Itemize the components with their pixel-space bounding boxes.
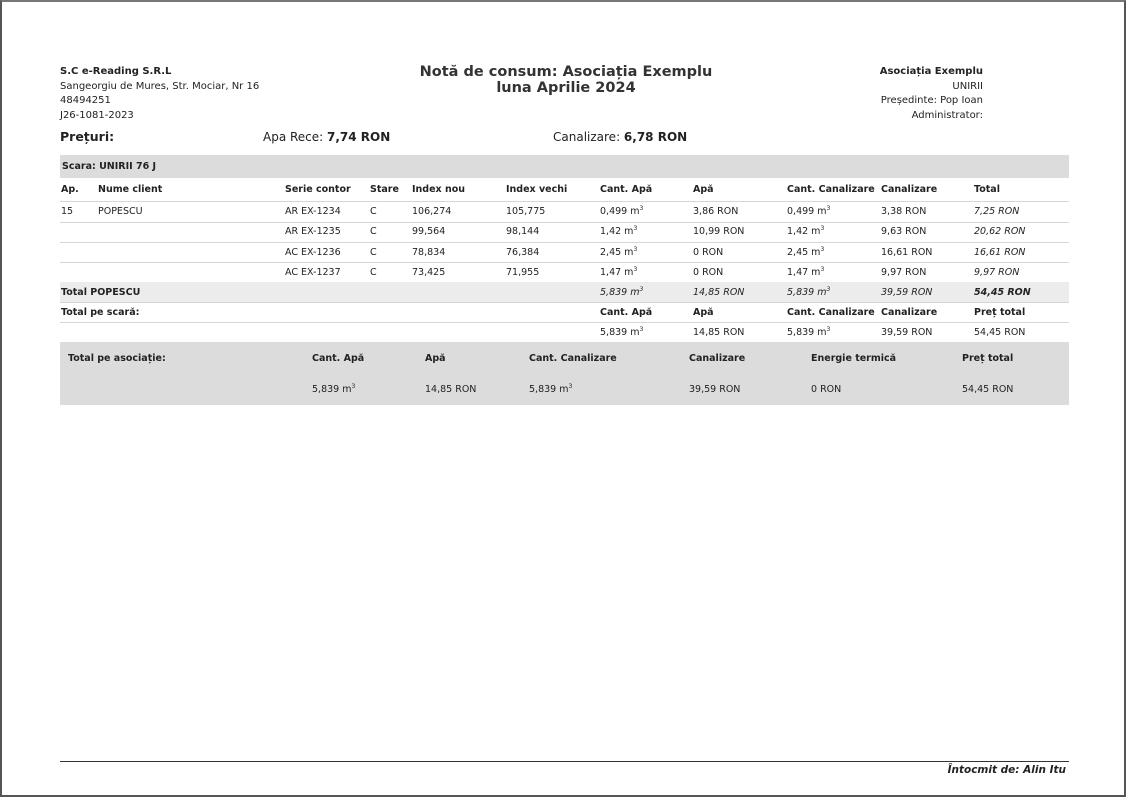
col-header-qty-water: Cant. Apă: [600, 184, 653, 195]
stair-total-qty-sewer-value: 5,839 m: [787, 327, 827, 338]
assoc-value-qty-sewer-text: 5,839 m: [529, 384, 569, 395]
cell-index-new: 106,274: [412, 206, 452, 217]
assoc-value-qty-water: [312, 384, 355, 395]
prices-row: [60, 129, 1070, 147]
col-header-serial: Serie contor: [285, 184, 351, 195]
unit-sup: 3: [639, 205, 644, 212]
sewer-price: [553, 130, 687, 144]
divider: [60, 242, 1069, 243]
cell-qty-water-value: 1,47 m: [600, 267, 634, 278]
assoc-value-qty-water-text: 5,839 m: [312, 384, 352, 395]
assoc-header-total: Preț total: [962, 353, 1014, 364]
cell-index-old: 71,955: [506, 267, 540, 278]
stair-total-qty-sewer: [787, 327, 830, 338]
cell-state: C: [370, 267, 377, 278]
prices-label: Prețuri:: [60, 129, 115, 144]
cell-water: 0 RON: [693, 247, 724, 258]
cell-serial: AC EX-1236: [285, 247, 341, 258]
cell-serial: AR EX-1234: [285, 206, 341, 217]
association-block: [880, 65, 983, 123]
client-total-water: 14,85 RON: [693, 287, 745, 298]
divider: [60, 322, 1069, 323]
cell-qty-water: [600, 267, 637, 278]
cell-water: 0 RON: [693, 267, 724, 278]
cell-qty-water: [600, 247, 637, 258]
cell-qty-water: [600, 226, 637, 237]
col-header-client: Nume client: [98, 184, 163, 195]
water-price-value: 7,74 RON: [327, 130, 391, 144]
association-total-label: Total pe asociație:: [68, 353, 166, 364]
cell-total: 7,25 RON: [974, 206, 1020, 217]
unit-sup: 3: [820, 266, 825, 273]
cell-total: 16,61 RON: [974, 247, 1026, 258]
prepared-by: Întocmit de: Alin Itu: [947, 764, 1066, 776]
title-line-2: luna Aprilie 2024: [496, 80, 636, 96]
company-reg: J26-1081-2023: [60, 109, 134, 121]
stair-header-water: Apă: [693, 307, 714, 318]
stair-total-qty-water: [600, 327, 643, 338]
staircase-band: [60, 155, 1069, 178]
cell-sewer: 9,63 RON: [881, 226, 927, 237]
unit-sup: 3: [633, 246, 638, 253]
assoc-value-water: 14,85 RON: [425, 384, 477, 395]
stair-header-qty-sewer: Cant. Canalizare: [787, 307, 875, 318]
col-header-qty-sewer: Cant. Canalizare: [787, 184, 875, 195]
cell-water: 3,86 RON: [693, 206, 739, 217]
company-block: [60, 65, 259, 123]
association-street: UNIRII: [952, 80, 983, 92]
unit-sup: 3: [351, 383, 356, 390]
cell-sewer: 9,97 RON: [881, 267, 927, 278]
assoc-value-sewer: 39,59 RON: [689, 384, 741, 395]
water-price: [263, 130, 390, 144]
col-header-total: Total: [974, 184, 1000, 195]
cell-qty-sewer: [787, 206, 830, 217]
cell-total: 20,62 RON: [974, 226, 1026, 237]
assoc-header-sewer: Canalizare: [689, 353, 746, 364]
client-total-qty-water-value: 5,839 m: [600, 287, 640, 298]
cell-client: POPESCU: [98, 206, 143, 217]
company-name: S.C e-Reading S.R.L: [60, 66, 172, 77]
staircase-label: Scara: UNIRII 76 J: [62, 161, 157, 172]
col-header-index-old: Index vechi: [506, 184, 568, 195]
document-title: [382, 64, 750, 96]
association-president: Președinte: Pop Ioan: [880, 95, 983, 106]
association-admin: Administrator:: [911, 109, 983, 121]
unit-sup: 3: [826, 205, 831, 212]
cell-water: 10,99 RON: [693, 226, 745, 237]
divider: [60, 222, 1069, 223]
cell-qty-water-value: 2,45 m: [600, 247, 634, 258]
cell-qty-sewer: [787, 267, 824, 278]
col-header-sewer: Canalizare: [881, 184, 938, 195]
cell-state: C: [370, 206, 377, 217]
cell-qty-sewer: [787, 247, 824, 258]
assoc-header-qty-sewer: Cant. Canalizare: [529, 353, 617, 364]
cell-index-old: 76,384: [506, 247, 540, 258]
divider: [60, 262, 1069, 263]
cell-index-new: 78,834: [412, 247, 446, 258]
assoc-header-heat: Energie termică: [811, 353, 897, 364]
unit-sup: 3: [633, 266, 638, 273]
cell-qty-water-value: 1,42 m: [600, 226, 634, 237]
footer-divider: [60, 761, 1069, 762]
cell-serial: AR EX-1235: [285, 226, 341, 237]
client-total-sewer: 39,59 RON: [881, 287, 933, 298]
unit-sup: 3: [639, 286, 644, 293]
assoc-value-total: 54,45 RON: [962, 384, 1014, 395]
cell-state: C: [370, 247, 377, 258]
divider: [60, 302, 1069, 303]
water-price-label: Apa Rece:: [263, 130, 328, 144]
stair-header-sewer: Canalizare: [881, 307, 938, 318]
assoc-header-water: Apă: [425, 353, 446, 364]
company-address: Sangeorgiu de Mures, Str. Mociar, Nr 16: [60, 80, 260, 92]
client-total-qty-sewer: [787, 287, 830, 298]
stair-total-total: 54,45 RON: [974, 327, 1026, 338]
col-header-ap: Ap.: [61, 184, 79, 195]
col-header-water: Apă: [693, 184, 714, 195]
cell-sewer: 16,61 RON: [881, 247, 933, 258]
stair-total-water: 14,85 RON: [693, 327, 745, 338]
cell-index-new: 99,564: [412, 226, 446, 237]
client-total-qty-sewer-value: 5,839 m: [787, 287, 827, 298]
association-total-block: [60, 342, 1069, 405]
unit-sup: 3: [633, 225, 638, 232]
col-header-index-new: Index nou: [412, 184, 466, 195]
unit-sup: 3: [568, 383, 573, 390]
title-line-1: Notă de consum: Asociația Exemplu: [419, 64, 713, 80]
assoc-header-qty-water: Cant. Apă: [312, 353, 365, 364]
stair-header-qty-water: Cant. Apă: [600, 307, 653, 318]
cell-total: 9,97 RON: [974, 267, 1020, 278]
client-total-total: 54,45 RON: [974, 287, 1031, 298]
unit-sup: 3: [820, 246, 825, 253]
sewer-price-value: 6,78 RON: [623, 130, 688, 144]
unit-sup: 3: [820, 225, 825, 232]
cell-serial: AC EX-1237: [285, 267, 341, 278]
cell-ap: 15: [61, 206, 74, 217]
divider: [60, 201, 1069, 202]
association-name: Asociația Exemplu: [879, 66, 983, 77]
assoc-value-heat: 0 RON: [811, 384, 842, 395]
cell-qty-sewer-value: 0,499 m: [787, 206, 827, 217]
cell-index-old: 98,144: [506, 226, 540, 237]
cell-qty-sewer: [787, 226, 824, 237]
client-total-label: Total POPESCU: [61, 287, 141, 298]
cell-sewer: 3,38 RON: [881, 206, 927, 217]
client-total-qty-water: [600, 287, 643, 298]
cell-qty-sewer-value: 1,47 m: [787, 267, 821, 278]
stair-header-total: Preț total: [974, 307, 1026, 318]
cell-state: C: [370, 226, 377, 237]
stair-total-qty-water-value: 5,839 m: [600, 327, 640, 338]
cell-qty-water-value: 0,499 m: [600, 206, 640, 217]
cell-index-new: 73,425: [412, 267, 446, 278]
cell-qty-sewer-value: 1,42 m: [787, 226, 821, 237]
sewer-price-label: Canalizare:: [553, 130, 624, 144]
unit-sup: 3: [639, 326, 644, 333]
stair-total-sewer: 39,59 RON: [881, 327, 933, 338]
unit-sup: 3: [826, 286, 831, 293]
cell-index-old: 105,775: [506, 206, 546, 217]
stair-total-label: Total pe scară:: [61, 307, 140, 318]
unit-sup: 3: [826, 326, 831, 333]
assoc-value-qty-sewer: [529, 384, 572, 395]
cell-qty-sewer-value: 2,45 m: [787, 247, 821, 258]
cell-qty-water: [600, 206, 643, 217]
col-header-state: Stare: [370, 184, 399, 195]
company-code: 48494251: [60, 95, 111, 106]
